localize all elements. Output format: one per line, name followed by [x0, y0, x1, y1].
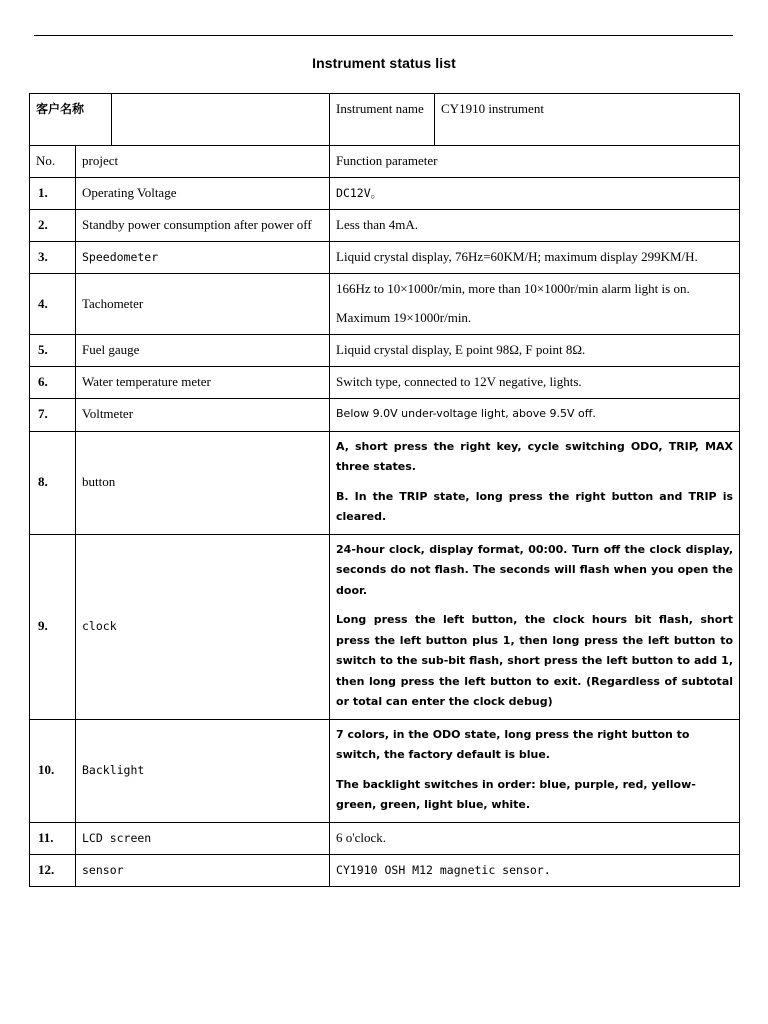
row-number: 1.	[30, 178, 76, 210]
function-paragraph: 24-hour clock, display format, 00:00. Turn off the clock display, seconds do not flash. The seconds will flash when you open the door.	[336, 542, 734, 597]
table-row	[30, 335, 740, 367]
row-project: Fuel gauge	[76, 335, 330, 367]
row-number: 4.	[30, 274, 76, 335]
row-function	[330, 822, 740, 854]
row-project: Standby power consumption after power off	[76, 210, 330, 242]
function-paragraph: 166Hz to 10×1000r/min, more than 10×1000r/min alarm light is on.	[336, 281, 690, 296]
function-paragraph: 6 o'clock.	[336, 829, 387, 845]
row-project: LCD screen	[76, 822, 330, 854]
column-header-no: No.	[30, 146, 76, 178]
row-number: 11.	[30, 822, 76, 854]
function-paragraph: Switch type, connected to 12V negative, lights.	[336, 374, 582, 389]
row-number: 6.	[30, 367, 76, 399]
function-paragraph: Below 9.0V under-voltage light, above 9.5V off.	[336, 407, 596, 420]
row-function	[330, 367, 740, 399]
row-number: 10.	[30, 719, 76, 822]
instrument-name-label: Instrument name	[330, 94, 435, 146]
row-project: sensor	[76, 854, 330, 886]
table-row	[30, 178, 740, 210]
row-project: Voltmeter	[76, 399, 330, 432]
function-paragraph: Long press the left button, the clock hours bit flash, short press the left button plus 1, then long press the left button to switch to the sub-bit flash, short press the left button to add 1, then long press the left button to exit. (Regardless of subtotal or total can enter the clock debug)	[336, 613, 734, 708]
row-number: 8.	[30, 431, 76, 534]
table-row	[30, 431, 740, 534]
table-row	[30, 534, 740, 719]
row-function	[330, 719, 740, 822]
function-paragraph: A, short press the right key, cycle switching ODO, TRIP, MAX three states.	[336, 439, 734, 473]
customer-name-label: 客户名称	[30, 94, 112, 146]
row-project: Tachometer	[76, 274, 330, 335]
document-title: Instrument status list	[312, 55, 456, 71]
row-project: Water temperature meter	[76, 367, 330, 399]
function-paragraph: DC12V。	[336, 186, 383, 200]
table-row	[30, 854, 740, 886]
column-header-function: Function parameter	[330, 146, 740, 178]
row-function	[330, 210, 740, 242]
row-function	[330, 399, 740, 432]
function-paragraph: Liquid crystal display, E point 98Ω, F point 8Ω.	[336, 342, 586, 357]
row-function	[330, 242, 740, 274]
row-number: 7.	[30, 399, 76, 432]
row-number: 12.	[30, 854, 76, 886]
table-row	[30, 822, 740, 854]
row-number: 9.	[30, 534, 76, 719]
function-paragraph: Less than 4mA.	[336, 217, 418, 232]
row-project: Backlight	[76, 719, 330, 822]
table-row	[30, 274, 740, 335]
row-function	[330, 335, 740, 367]
table-row	[30, 242, 740, 274]
header-row-customer	[30, 94, 740, 146]
row-number: 2.	[30, 210, 76, 242]
table-row	[30, 367, 740, 399]
function-paragraph: 7 colors, in the ODO state, long press the right button to switch, the factory default is blue.	[336, 727, 690, 761]
row-function	[330, 274, 740, 335]
row-number: 3.	[30, 242, 76, 274]
function-paragraph: B. In the TRIP state, long press the right button and TRIP is cleared.	[336, 489, 734, 523]
row-function	[330, 431, 740, 534]
instrument-status-table	[29, 93, 740, 887]
row-project: Operating Voltage	[76, 178, 330, 210]
customer-name-value	[112, 94, 330, 146]
row-number: 5.	[30, 335, 76, 367]
row-project: clock	[76, 534, 330, 719]
row-project: button	[76, 431, 330, 534]
row-function	[330, 534, 740, 719]
instrument-name-value: CY1910 instrument	[435, 94, 740, 146]
top-rule	[34, 35, 733, 36]
function-paragraph: Liquid crystal display, 76Hz=60KM/H; maximum display 299KM/H.	[336, 249, 698, 264]
column-header-project: project	[76, 146, 330, 178]
row-project: Speedometer	[76, 242, 330, 274]
table-row	[30, 210, 740, 242]
column-header-row	[30, 146, 740, 178]
function-paragraph: The backlight switches in order: blue, purple, red, yellow-green, green, light blue, white.	[336, 777, 696, 811]
function-paragraph: Maximum 19×1000r/min.	[336, 310, 472, 325]
table-row	[30, 719, 740, 822]
table-row	[30, 399, 740, 432]
row-function	[330, 178, 740, 210]
row-function	[330, 854, 740, 886]
function-paragraph: CY1910 OSH M12 magnetic sensor.	[336, 862, 551, 877]
